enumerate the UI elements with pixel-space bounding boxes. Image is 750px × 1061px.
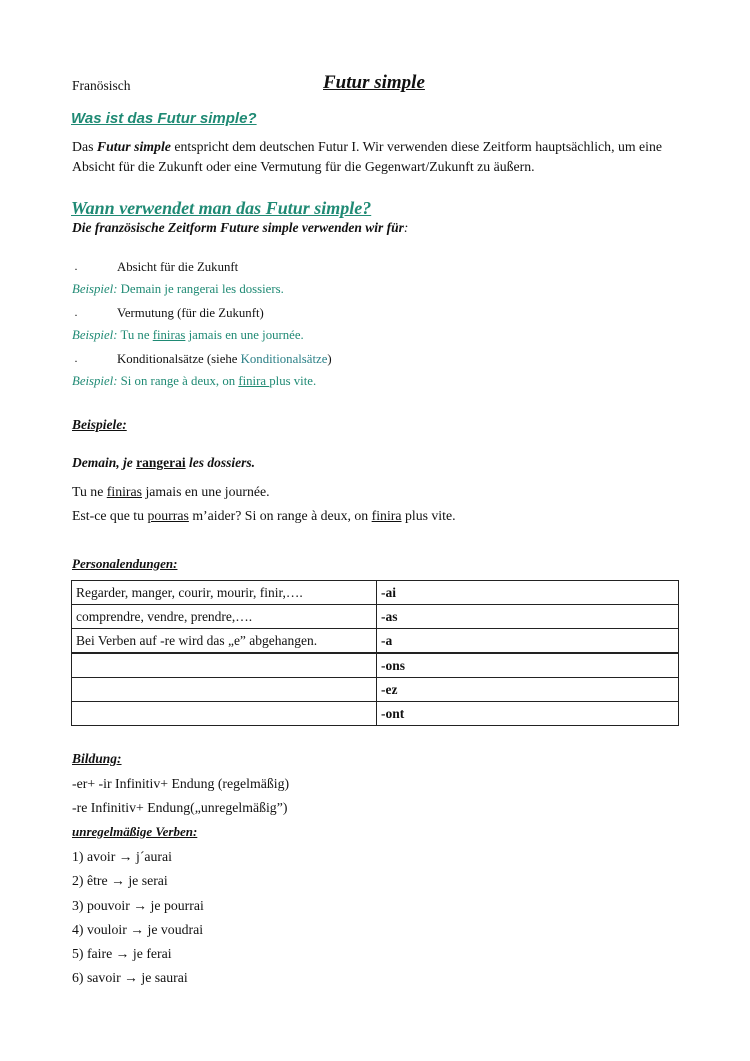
irregular-verbs-heading: unregelmäßige Verben: [72,824,198,839]
irregular-verb-item: 2) être → je serai [72,873,168,888]
formation-rule-regular: -er+ -ir Infinitiv+ Endung (regelmäßig) [72,776,290,791]
sentence-part: plus vite. [401,508,456,523]
subject-label: Franösisch [72,78,131,93]
sentence-underlined-verb: finiras [106,484,143,499]
table-row [72,653,679,678]
table-cell-verbs [72,653,377,678]
bullet-dot: · [74,354,78,368]
example-label: Beispiel: [72,374,118,388]
use-item-intention: Absicht für die Zukunft [117,260,239,274]
sentence-part: Tu ne [72,484,107,499]
example-text: Tu ne [117,328,153,342]
use-example-assumption [72,328,304,343]
table-cell-ending: -ez [377,678,679,702]
example-label: Beispiel: [72,328,118,342]
table-cell-ending: -a [377,629,679,654]
table-cell-ending: -ons [377,653,679,678]
conditional-link[interactable]: Konditionalsätze [240,352,328,366]
sentence-part: Est-ce que tu [72,508,148,523]
formation-rule-irregular: -re Infinitiv+ Endung(„unregelmäßig”) [72,800,288,815]
example-label: Beispiel: [72,282,118,296]
example-text-end: jamais en une journée. [185,328,304,342]
sentence-part: les dossiers. [185,455,256,470]
page-title: Futur simple [323,72,425,93]
formation-heading: Bildung: [72,751,122,766]
table-cell-ending: -ont [377,702,679,726]
table-cell-ending: -as [377,605,679,629]
irregular-verb-item: 5) faire → je ferai [72,946,172,961]
example-sentence-1 [72,455,255,471]
usage-subheading [72,220,408,236]
bullet-dot: · [74,262,78,276]
table-row [72,702,679,726]
table-cell-verbs: Bei Verben auf -re wird das „e” abgehangen. [72,629,377,654]
example-text-end: plus vite. [269,374,317,388]
intro-text-rest: entspricht dem deutschen Futur I. Wir verwenden diese Zeitform hauptsächlich, um eine Absicht für die Zukunft oder eine Vermutung für die Gegenwart/Zukunft zu äußern. [72,139,663,174]
usage-subheading-colon: : [403,220,409,235]
sentence-part: Demain, je [72,455,137,470]
sentence-part: jamais en une journée. [142,484,270,499]
sentence-underlined-verb: pourras [147,508,189,523]
irregular-verb-item: 4) vouloir → je voudrai [72,922,204,937]
example-sentence-2 [72,484,270,500]
use-example-conditional [72,374,316,389]
endings-heading: Personalendungen: [72,556,178,571]
table-row [72,678,679,702]
table-row [72,581,679,605]
example-underlined-verb: finira [238,374,270,388]
bullet-dot: · [74,308,78,322]
section-heading-when: Wann verwendet man das Futur simple? [71,198,372,218]
endings-table [71,580,679,726]
table-row [72,629,679,654]
examples-heading: Beispiele: [72,417,127,432]
use-item-conditional [117,352,332,367]
table-cell-verbs: Regarder, manger, courir, mourir, finir,…. [72,581,377,605]
example-text: Demain je rangerai les dossiers. [117,282,284,296]
example-text: Si on range à deux, on [117,374,239,388]
sentence-underlined-verb: finira [371,508,402,523]
intro-text-start: Das [72,139,97,154]
sentence-part: m’aider? Si on range à deux, on [188,508,372,523]
example-sentence-3 [72,508,456,524]
intro-term: Futur simple [96,139,171,154]
table-cell-verbs [72,678,377,702]
table-cell-verbs: comprendre, vendre, prendre,…. [72,605,377,629]
intro-paragraph [72,137,682,177]
table-cell-verbs [72,702,377,726]
irregular-verb-item: 3) pouvoir → je pourrai [72,898,204,913]
table-cell-ending: -ai [377,581,679,605]
example-underlined-verb: finiras [152,328,186,342]
table-row [72,605,679,629]
use-item-conditional-text: Konditionalsätze (siehe [117,352,241,366]
use-example-intention [72,282,284,297]
sentence-underlined-verb: rangerai [136,455,186,470]
use-item-conditional-close: ) [327,352,332,366]
usage-subheading-text: Die französische Zeitform Future simple verwenden wir für [72,220,404,235]
section-heading-what: Was ist das Futur simple? [71,110,257,127]
irregular-verb-item: 1) avoir → j´aurai [72,849,172,864]
use-item-assumption: Vermutung (für die Zukunft) [117,306,264,320]
irregular-verb-item: 6) savoir → je saurai [72,970,188,985]
